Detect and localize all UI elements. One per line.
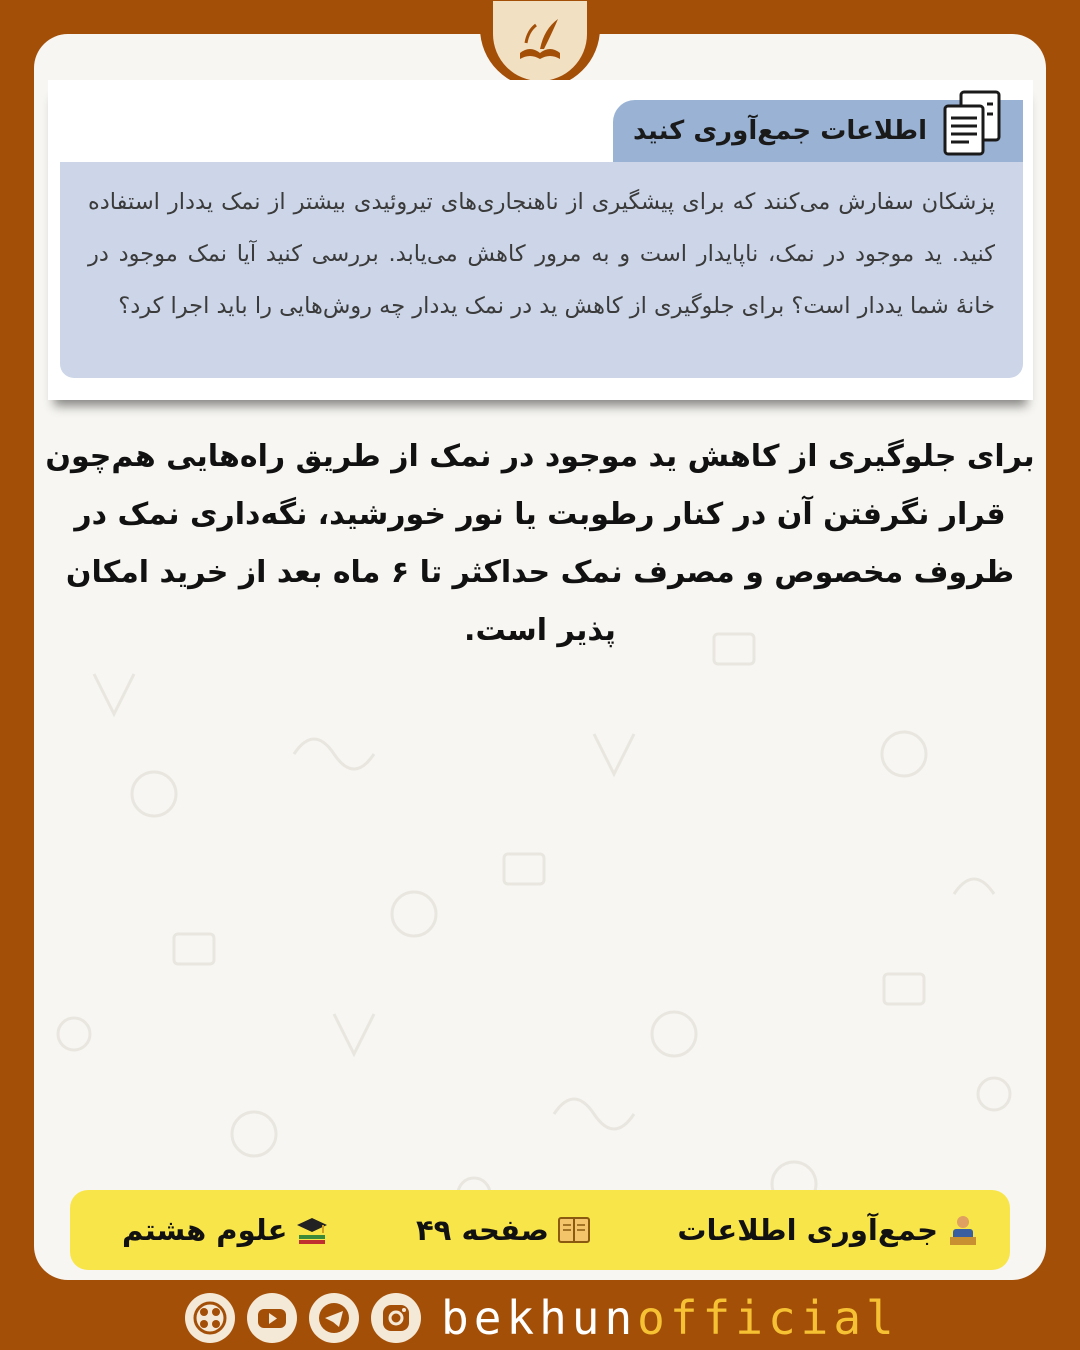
instagram-icon [379, 1301, 413, 1335]
topic-item [677, 1213, 980, 1247]
textbook-excerpt [48, 80, 1033, 400]
answer-text: برای جلوگیری از کاهش ید موجود در نمک از طریق راه‌هایی هم‌چون قرار نگرفتن آن در کنار رطوبت یا نور خورشید، نگه‌داری نمک در ظروف مخصوص و مصرف نمک حداکثر تا ۶ ماه بعد از خرید امکان پذیر است. [45, 439, 1035, 648]
page-item [416, 1213, 591, 1247]
telegram-icon [317, 1301, 351, 1335]
textbook-question-text: پزشکان سفارش می‌کنند که برای پیشگیری از ناهنجاری‌های تیروئیدی بیشتر از نمک یددار استفاده کنید. ید موجود در نمک، ناپایدار است و به مرور کاهش می‌یابد. بررسی کنید آیا نمک موجود در خانهٔ شما یددار است؟ برای جلوگیری از کاهش ید در نمک یددار چه روش‌هایی را باید اجرا کرد؟ [88, 189, 995, 319]
youtube-icon [255, 1301, 289, 1335]
page-label: صفحه ۴۹ [415, 1213, 549, 1247]
textbook-section-title: اطلاعات جمع‌آوری کنید [632, 116, 927, 146]
textbook-question-box [60, 162, 1023, 378]
aparat-icon [193, 1301, 227, 1335]
instagram-link[interactable] [371, 1293, 421, 1343]
open-book-icon [557, 1213, 591, 1247]
teacher-icon [946, 1213, 980, 1247]
subject-label: علوم هشتم [122, 1213, 288, 1247]
aparat-link[interactable] [185, 1293, 235, 1343]
textbook-section-header [613, 100, 1023, 162]
brand-name-part2: official [637, 1291, 899, 1345]
brand-name-part1: bekhun [441, 1291, 638, 1345]
telegram-link[interactable] [309, 1293, 359, 1343]
documents-icon [939, 88, 1005, 160]
subject-item [122, 1213, 329, 1247]
brand-wordmark [441, 1290, 899, 1346]
brand-logo-icon [493, 1, 587, 81]
social-footer [185, 1290, 899, 1346]
topic-label: جمع‌آوری اطلاعات [677, 1213, 938, 1247]
youtube-link[interactable] [247, 1293, 297, 1343]
info-bar [70, 1190, 1010, 1270]
graduation-cap-icon [295, 1213, 329, 1247]
